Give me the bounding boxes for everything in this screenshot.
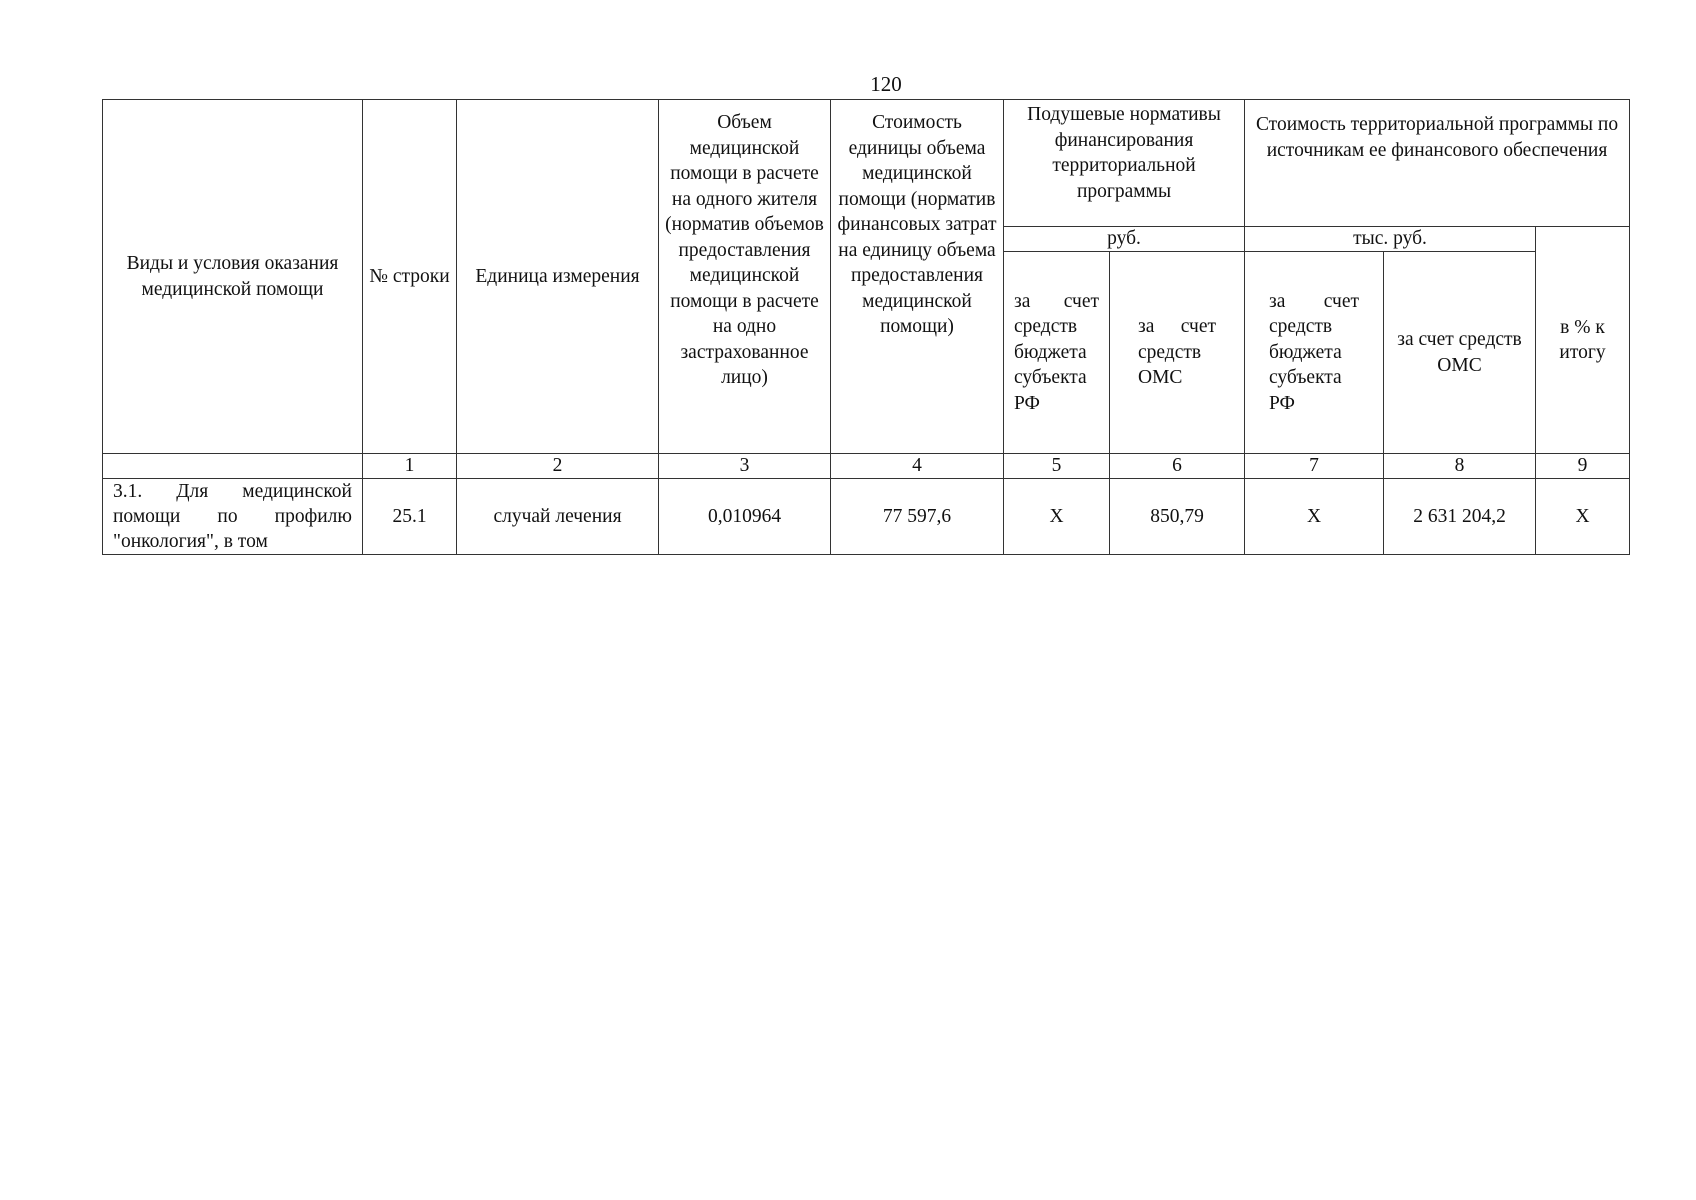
column-number-row <box>103 454 1630 479</box>
column-number: 2 <box>457 454 659 479</box>
header-budget-subject-thousand: за счет средств бюджета субъекта РФ <box>1245 252 1384 454</box>
header-row-1 <box>103 100 1630 227</box>
row-oms-thousand: 2 631 204,2 <box>1384 479 1536 555</box>
header-cost-unit: Стоимость единицы объема медицинской помощи (норматив финансовых затрат на единицу объема предоставления медицинской помощи) <box>831 100 1004 454</box>
row-percent: X <box>1536 479 1630 555</box>
table-row <box>103 479 1630 555</box>
row-volume: 0,010964 <box>659 479 831 555</box>
row-budget-subject-thousand: X <box>1245 479 1384 555</box>
row-oms-rub: 850,79 <box>1110 479 1245 555</box>
column-number: 6 <box>1110 454 1245 479</box>
header-oms-thousand: за счет средств ОМС <box>1384 252 1536 454</box>
header-unit: Единица измерения <box>457 100 659 454</box>
header-row-no: № строки <box>363 100 457 454</box>
row-unit: случай лечения <box>457 479 659 555</box>
column-number: 1 <box>363 454 457 479</box>
row-cost-unit: 77 597,6 <box>831 479 1004 555</box>
page-number: 120 <box>870 72 902 96</box>
header-territorial-cost: Стоимость территориальной программы по источникам ее финансового обеспечения <box>1245 100 1630 227</box>
header-per-capita: Подушевые нормативы финансирования территориальной программы <box>1004 100 1245 227</box>
row-number: 25.1 <box>363 479 457 555</box>
header-thousand-rub: тыс. руб. <box>1245 227 1536 252</box>
column-number: 5 <box>1004 454 1110 479</box>
column-number: 9 <box>1536 454 1630 479</box>
row-budget-subject-rub: X <box>1004 479 1110 555</box>
column-number: 4 <box>831 454 1004 479</box>
column-number: 7 <box>1245 454 1384 479</box>
header-oms-rub: за счет средств ОМС <box>1110 252 1245 454</box>
header-volume: Объем медицинской помощи в расчете на одного жителя (норматив объемов предоставления медицинской помощи в расчете на одно застрахованное лицо) <box>659 100 831 454</box>
column-number <box>103 454 363 479</box>
header-percent-total: в % к итогу <box>1536 227 1630 454</box>
financing-table <box>102 99 1630 555</box>
header-budget-subject-rub: за счет средств бюджета субъекта РФ <box>1004 252 1110 454</box>
header-kind: Виды и условия оказания медицинской помощи <box>103 100 363 454</box>
header-rub: руб. <box>1004 227 1245 252</box>
row-kind: 3.1. Для медицинской помощи по профилю "онкология", в том <box>103 479 363 555</box>
column-number: 8 <box>1384 454 1536 479</box>
column-number: 3 <box>659 454 831 479</box>
